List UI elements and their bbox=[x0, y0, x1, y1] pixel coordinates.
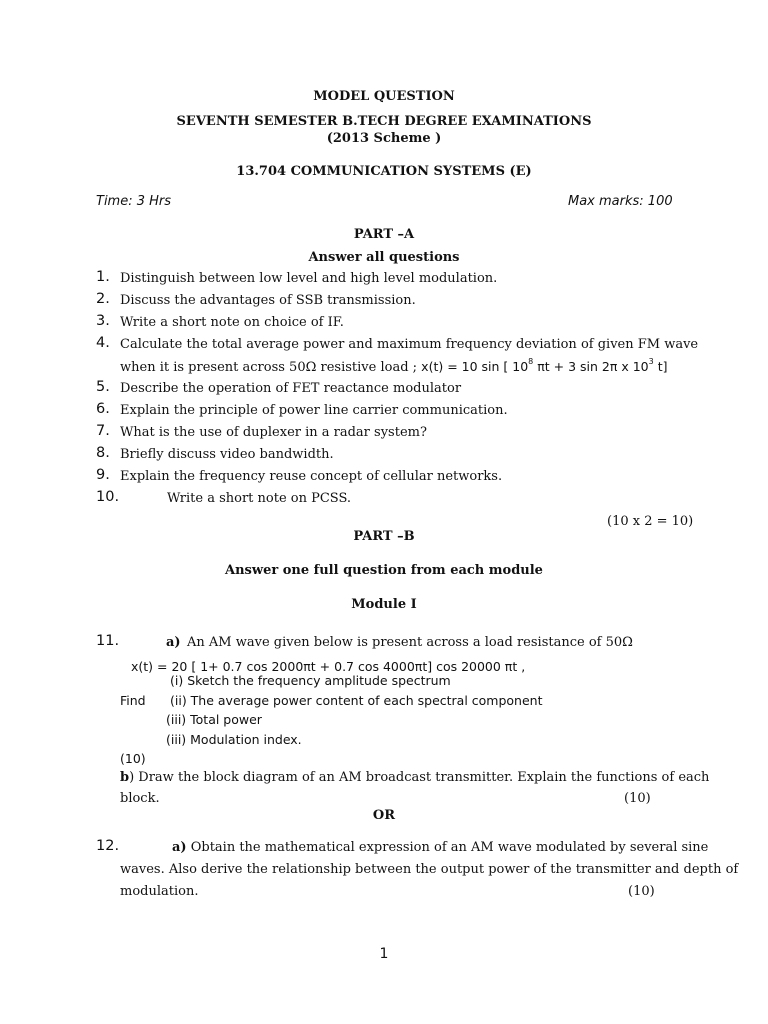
q9-number: 9. bbox=[96, 467, 110, 483]
q6-number: 6. bbox=[96, 401, 110, 417]
page-number: 1 bbox=[379, 946, 389, 962]
part-a-title: PART –A bbox=[353, 227, 415, 242]
q4-line2 bbox=[120, 356, 668, 376]
q8-number: 8. bbox=[96, 445, 110, 461]
part-b-instruction: Answer one full question from each module bbox=[225, 563, 543, 578]
part-a-instruction: Answer all questions bbox=[308, 250, 460, 265]
q2-number: 2. bbox=[96, 291, 110, 307]
q11a-marks: (10) bbox=[120, 751, 146, 766]
q11b-line1: b) Draw the block diagram of an AM broadcast transmitter. Explain the functions of each bbox=[120, 770, 710, 785]
q4-line2-text: when it is present across 50Ω resistive load ; bbox=[120, 360, 418, 375]
q4-number: 4. bbox=[96, 335, 110, 351]
q11b-marks: (10) bbox=[624, 791, 651, 806]
q11-item-iii: (iii) Total power bbox=[166, 712, 262, 727]
q11-find-label: Find bbox=[120, 693, 146, 708]
model-question-heading: MODEL QUESTION bbox=[313, 89, 455, 104]
subject-title: 13.704 COMMUNICATION SYSTEMS (E) bbox=[236, 164, 532, 179]
q9-text: Explain the frequency reuse concept of cellular networks. bbox=[120, 469, 503, 484]
max-marks-label: Max marks: 100 bbox=[568, 194, 673, 209]
q4-line1: Calculate the total average power and maximum frequency deviation of given FM wave bbox=[120, 337, 699, 352]
scheme-label: (2013 Scheme ) bbox=[326, 131, 442, 146]
q11-number: 11. bbox=[96, 633, 120, 649]
q12a-line1: a) Obtain the mathematical expression of an AM wave modulated by several sine bbox=[172, 840, 709, 855]
q3-number: 3. bbox=[96, 313, 110, 329]
q11-am-equation: x(t) = 20 [ 1+ 0.7 cos 2000πt + 0.7 cos 4000πt] cos 20000 πt , bbox=[131, 659, 526, 674]
q8-text: Briefly discuss video bandwidth. bbox=[120, 447, 334, 462]
q5-text: Describe the operation of FET reactance modulator bbox=[120, 381, 462, 396]
q4-fm-equation: x(t) = 10 sin [ $10^8$ πt + 3 sin 2π x $10^3$ t] bbox=[421, 356, 668, 374]
q12a-line2: waves. Also derive the relationship between the output power of the transmitter and depth of bbox=[120, 862, 739, 877]
q10-number: 10. bbox=[96, 489, 120, 505]
q11-item-ii: (ii) The average power content of each spectral component bbox=[170, 693, 543, 708]
q12a-line3: modulation. bbox=[120, 884, 199, 899]
q1-number: 1. bbox=[96, 269, 110, 285]
q3-text: Write a short note on choice of IF. bbox=[120, 315, 344, 330]
q5-number: 5. bbox=[96, 379, 110, 395]
q7-number: 7. bbox=[96, 423, 110, 439]
time-label: Time: 3 Hrs bbox=[96, 194, 172, 209]
or-separator: OR bbox=[372, 808, 396, 823]
q12a-label: a) bbox=[172, 840, 187, 855]
q12-number: 12. bbox=[96, 838, 120, 854]
q11b-label: b bbox=[120, 770, 130, 785]
q11b-line2: block. bbox=[120, 791, 160, 806]
part-b-title: PART –B bbox=[353, 529, 415, 544]
module-1-title: Module I bbox=[351, 597, 417, 612]
q11-item-i: (i) Sketch the frequency amplitude spectrum bbox=[170, 673, 451, 688]
exam-title: SEVENTH SEMESTER B.TECH DEGREE EXAMINATIONS bbox=[176, 114, 592, 129]
q2-text: Discuss the advantages of SSB transmission. bbox=[120, 293, 416, 308]
q1-text: Distinguish between low level and high level modulation. bbox=[120, 271, 498, 286]
q11a-label: a) bbox=[166, 635, 181, 650]
q6-text: Explain the principle of power line carrier communication. bbox=[120, 403, 508, 418]
q11a-text: An AM wave given below is present across a load resistance of 50Ω bbox=[187, 635, 633, 650]
part-a-marks: (10 x 2 = 10) bbox=[607, 514, 694, 529]
q12a-marks: (10) bbox=[628, 884, 655, 899]
q11-item-iv: (iii) Modulation index. bbox=[166, 732, 302, 747]
q10-text: Write a short note on PCSS. bbox=[167, 491, 352, 506]
q7-text: What is the use of duplexer in a radar system? bbox=[120, 425, 427, 440]
